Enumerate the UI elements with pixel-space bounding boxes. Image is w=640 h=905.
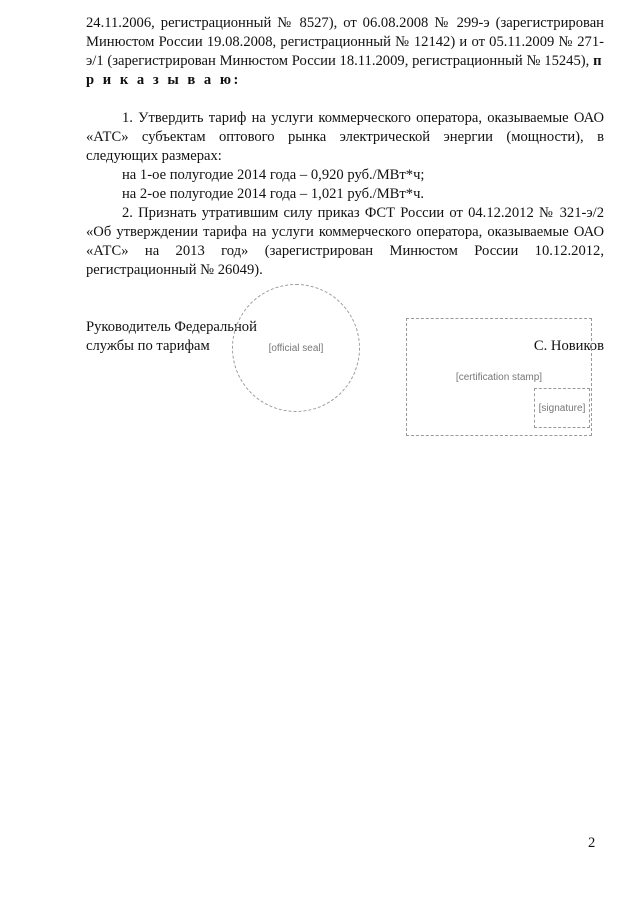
signer-name: С. Новиков [533, 338, 604, 354]
signature-placeholder: [signature] [534, 388, 590, 428]
preamble-text: 24.11.2006, регистрационный № 8527), от 06.08.2008 № 299-э (зарегистрирован Минюстом России 19.08.2008, регистрационный № 12142) и от 05.11.2009 № 271-э/1 (зарегистрирован Минюстом России 18.11.2009, регистрационный № 15245), [86, 15, 604, 69]
item-1: 1. Утвердить тариф на услуги коммерческого оператора, оказываемые ОАО «АТС» субъектам оптового рынка электрической энергии (мощности), в следующих размерах: [86, 110, 604, 164]
tariff-second-half: на 2-ое полугодие 2014 года – 1,021 руб./МВт*ч. [122, 186, 425, 202]
certification-placeholder: [certification stamp] [406, 318, 592, 436]
signer-role-line-2: службы по тарифам [86, 338, 210, 354]
item-2: 2. Признать утратившим силу приказ ФСТ России от 04.12.2012 № 321-э/2 «Об утверждении тарифа на услуги коммерческого оператора, оказываемые ОАО «АТС» на 2013 год» (зарегистрирован Минюстом России 10.12.2012, регистрационный № 26049). [86, 205, 604, 278]
order-word: п р и к а з ы в а ю: [86, 53, 604, 88]
seal-placeholder: [official seal] [232, 284, 360, 412]
preamble-paragraph [86, 14, 604, 90]
document-body [86, 14, 604, 280]
tariff-first-half: на 1-ое полугодие 2014 года – 0,920 руб./МВт*ч; [122, 167, 425, 183]
page-number: 2 [588, 835, 596, 851]
signer-role-line-1: Руководитель Федеральной [86, 319, 257, 335]
